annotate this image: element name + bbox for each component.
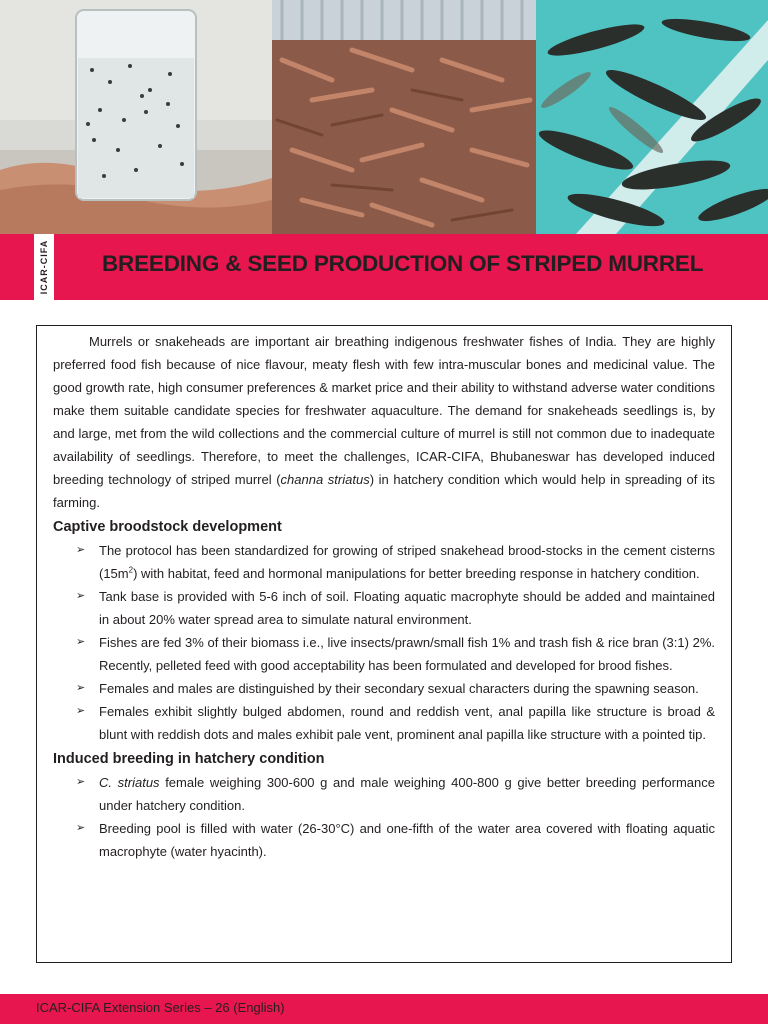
bullet-text: Females and males are distinguished by their secondary sexual characters during the spawning season. (99, 681, 699, 696)
intro-text-a: Murrels or snakeheads are important air breathing indigenous freshwater fishes of India. They are highly preferred food fish because of nice flavour, meaty flesh with few intra-muscular bones and medicinal value. The good growth rate, high consumer preferences & market price and their ability to withstand adverse water conditions make them suitable candidate species for freshwater aquaculture. The demand for snakeheads seedlings is, by and large, met from the wild collections and the commercial culture of murrel is still not common due to inadequate availability of seedlings. Therefore, to meet the challenges, ICAR-CIFA, Bhubaneswar has developed induced breeding technology of striped murrel ( (53, 334, 715, 487)
list-item (53, 817, 715, 863)
arrow-bullet-icon: ➢ (76, 682, 86, 694)
species-italic: C. striatus (99, 775, 160, 790)
footer-band (0, 994, 768, 1024)
section-heading-induced-breeding: Induced breeding in hatchery condition (53, 751, 325, 767)
list-item (53, 539, 715, 585)
arrow-bullet-icon: ➢ (76, 544, 86, 556)
bullet-text: Breeding pool is filled with water (26-30°C) and one-fifth of the water area covered with floating aquatic macrophyte (water hyacinth). (99, 821, 715, 859)
bullet-text: Females exhibit slightly bulged abdomen, round and reddish vent, anal papilla like structure is broad & blunt with reddish dots and males exhibit pale vent, prominent anal papilla like structure with a pointed tip. (99, 704, 715, 742)
title-band (0, 234, 768, 300)
list-item (53, 700, 715, 746)
content-box (36, 325, 732, 963)
superscript: 2 (128, 565, 134, 575)
induced-breeding-list (53, 771, 715, 863)
list-item (53, 677, 715, 700)
arrow-bullet-icon: ➢ (76, 822, 86, 834)
adult-murrels-with-ruler-photo (536, 0, 768, 234)
section-heading-broodstock: Captive broodstock development (53, 519, 282, 535)
bullet-text: female weighing 300-600 g and male weighing 400-800 g give better breeding performance under hatchery condition. (99, 775, 715, 813)
beaker-with-fish-seed-photo (0, 0, 272, 234)
arrow-bullet-icon: ➢ (76, 705, 86, 717)
page-title: BREEDING & SEED PRODUCTION OF STRIPED MURREL (102, 251, 704, 276)
bullet-text: Tank base is provided with 5-6 inch of soil. Floating aquatic macrophyte should be added and maintained in about 20% water spread area to simulate natural environment. (99, 589, 715, 627)
footer-text: ICAR-CIFA Extension Series – 26 (English) (36, 1000, 285, 1015)
arrow-bullet-icon: ➢ (76, 776, 86, 788)
intro-species-italic: channa striatus (280, 472, 370, 487)
header-photo-strip (0, 0, 768, 234)
list-item (53, 585, 715, 631)
intro-paragraph (53, 330, 715, 514)
bullet-text: The protocol has been standardized for growing of striped snakehead brood-stocks in the cement cisterns (15m (99, 543, 715, 581)
intro-text-b: ) in hatchery condition which would help in spreading of its farming. (53, 472, 715, 510)
arrow-bullet-icon: ➢ (76, 636, 86, 648)
side-tab (34, 234, 54, 300)
broodstock-list (53, 539, 715, 746)
murrel-fingerlings-basket-photo (272, 0, 536, 234)
arrow-bullet-icon: ➢ (76, 590, 86, 602)
side-tab-label: ICAR-CIFA (39, 239, 49, 295)
list-item (53, 771, 715, 817)
bullet-text: ) with habitat, feed and hormonal manipulations for better breeding response in hatchery condition. (133, 566, 700, 581)
bullet-text: Fishes are fed 3% of their biomass i.e., live insects/prawn/small fish 1% and trash fish & rice bran (3:1) 2%. Recently, pelleted feed with good acceptability has been formulated and developed for brood fishes. (99, 635, 715, 673)
list-item (53, 631, 715, 677)
